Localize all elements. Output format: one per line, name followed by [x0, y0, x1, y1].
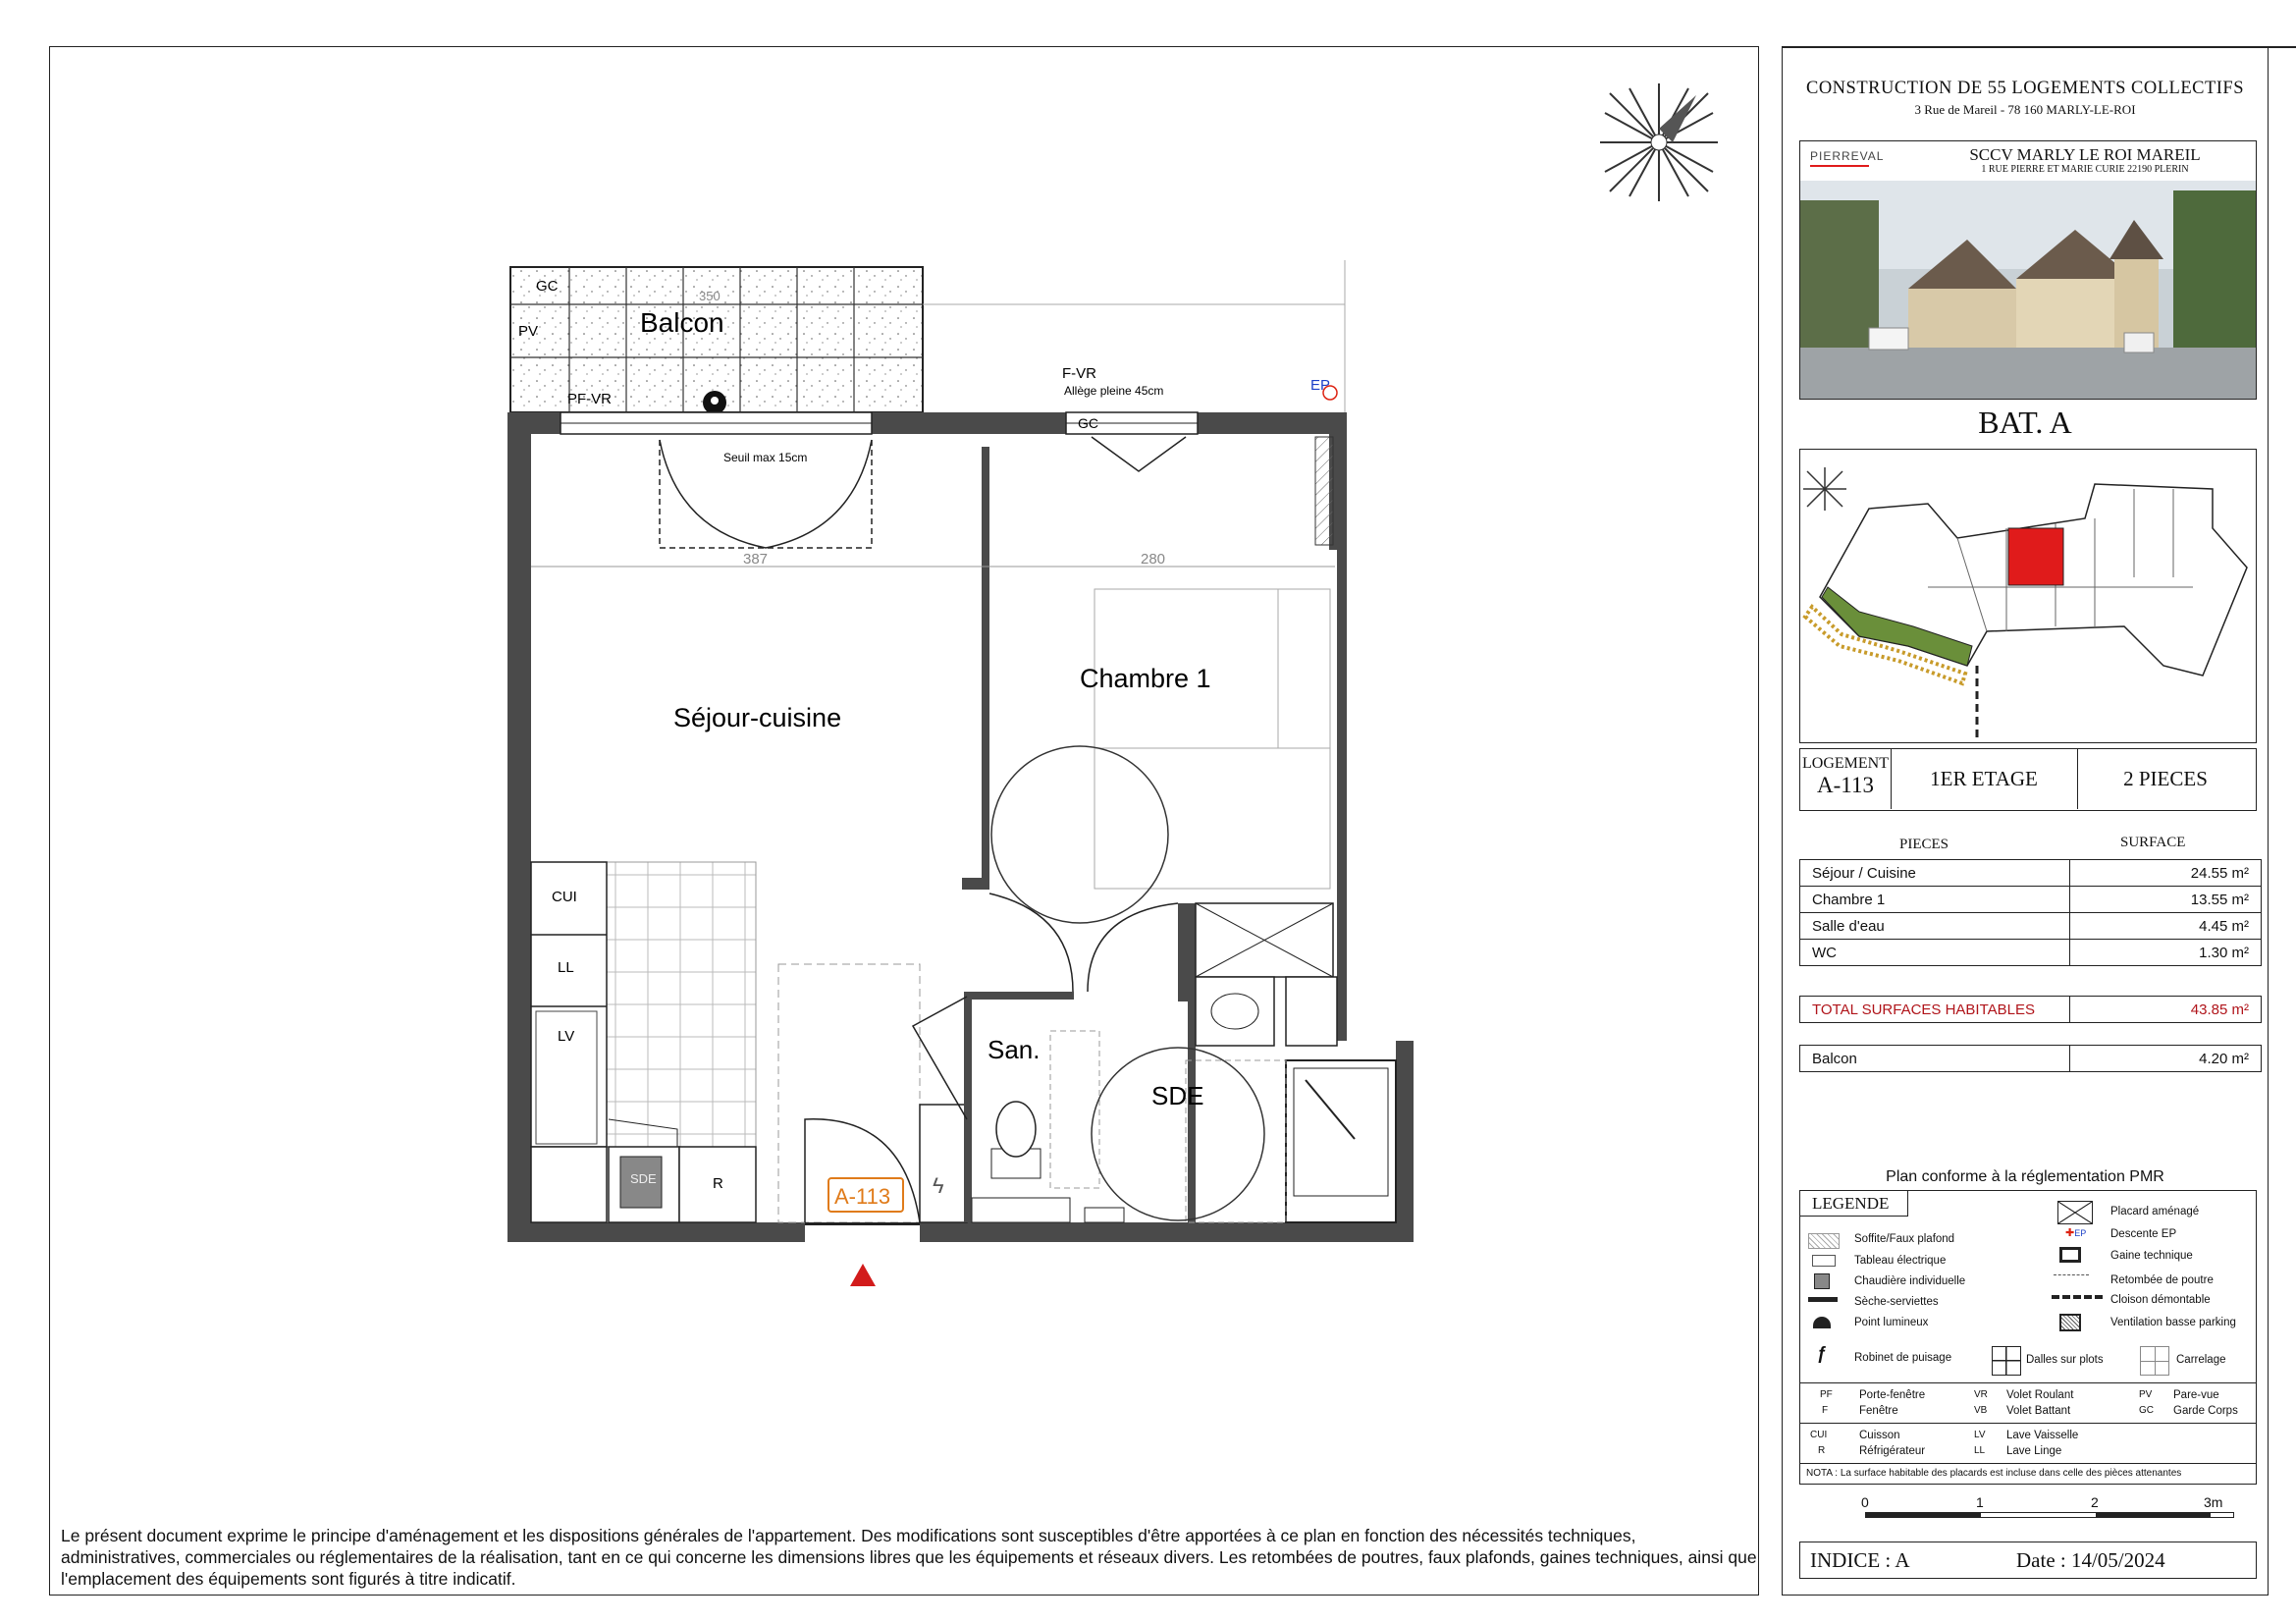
- street-photo: [1800, 181, 2257, 400]
- allege-label: Allège pleine 45cm: [1064, 384, 1164, 398]
- date: Date : 14/05/2024: [2016, 1548, 2165, 1572]
- cui-label: CUI: [552, 889, 577, 905]
- room-chambre: Chambre 1: [1080, 664, 1211, 693]
- tableau-icon: [1812, 1255, 1836, 1267]
- room-sde: SDE: [1151, 1081, 1204, 1110]
- key-plan: [1799, 449, 2257, 743]
- indice: INDICE : A: [1810, 1548, 1910, 1572]
- robinet-icon: ƒ: [1817, 1343, 1828, 1363]
- fvr-label: F-VR: [1062, 365, 1096, 382]
- entrance-arrow: [850, 1264, 876, 1286]
- legend-item: Gaine technique: [2110, 1250, 2193, 1262]
- balcon-label: Balcon: [640, 307, 724, 338]
- key-compass-icon: [1803, 467, 1846, 511]
- lv-label: LV: [558, 1028, 575, 1045]
- unit-tag: A-113: [834, 1184, 891, 1209]
- legend-item: Dalles sur plots: [2026, 1354, 2104, 1366]
- point-lumineux-icon: [1813, 1317, 1831, 1328]
- dim-chambre: 280: [1141, 551, 1166, 568]
- legend-box: LEGENDE ƒ Soffite/Faux plafond Tableau électrique Chaudière individuelle Sèche-serviettes Point lumineux Robinet de puisage ✚EP Placard aménagé Descente EP Gaine technique Retombée de poutre Cloison démontable Ventilation basse parking Dalles sur plots Carrelage PF Porte-fenêtre F Fenêtre VR Volet Roulant VB Volet Battant PV Pare-vue GC Garde Corps CUI Cuisson R Réfrigérateur LV Lave Vaisselle LL Lave Linge NOTA : La surface habitable des placards est incluse dans celle des pièces attenantes: [1799, 1190, 2257, 1485]
- legend-item: Placard aménagé: [2110, 1206, 2200, 1217]
- placard-icon: [2057, 1201, 2093, 1224]
- building-name: BAT. A: [1978, 405, 2072, 440]
- legend-item: Robinet de puisage: [1854, 1352, 1952, 1364]
- scale-bar: [1865, 1512, 2234, 1518]
- project-address: 3 Rue de Mareil - 78 160 MARLY-LE-ROI: [1914, 102, 2136, 117]
- footer-box: [1799, 1542, 2257, 1579]
- salle-eau: [1092, 903, 1396, 1222]
- seche-serviettes-icon: [1808, 1297, 1838, 1302]
- dalles-icon: [1992, 1346, 2021, 1376]
- pmr-circle-chambre: [991, 746, 1168, 923]
- disclaimer: Le présent document exprime le principe d'aménagement et les dispositions générales de l'appartement. Des modifications sont susceptibles d'être apportées à ce plan en fonction des nécessités techniques, administratives, commerciales ou réglementaires de la réalisation, tant en ce qui concerne les dimensions libres que les équipements et réseaux divers. Les retombées de poutres, faux plafonds, gaines techniques, ainsi que l'emplacement des équipements sont figurés à titre indicatif.: [61, 1526, 1757, 1589]
- room-sejour: Séjour-cuisine: [673, 703, 842, 732]
- table-row: Séjour / Cuisine 24.55 m²: [1800, 860, 2262, 887]
- logement-id: A-113: [1817, 773, 1874, 797]
- carrelage-icon: [2140, 1346, 2169, 1376]
- svg-text:ϟ: ϟ: [933, 1173, 944, 1198]
- bed-outline: [1095, 589, 1330, 889]
- legend-item: Cloison démontable: [2110, 1294, 2211, 1306]
- client-name: SCCV MARLY LE ROI MAREIL: [1969, 145, 2201, 164]
- balcon-row: Balcon 4.20 m²: [1799, 1045, 2262, 1072]
- table-row: Salle d'eau 4.45 m²: [1800, 913, 2262, 940]
- r-label: R: [713, 1175, 723, 1192]
- col-surface: SURFACE: [2120, 835, 2186, 850]
- gc-label-balcony: GC: [536, 278, 559, 295]
- compass-icon: [1600, 83, 1718, 201]
- unit-info: [1799, 748, 2257, 811]
- legend-title: LEGENDE: [1800, 1191, 1908, 1217]
- scale-tick: 1: [1976, 1494, 1984, 1510]
- legend-item: Descente EP: [2110, 1228, 2177, 1240]
- legend-item: Carrelage: [2176, 1354, 2226, 1366]
- legend-item: Chaudière individuelle: [1854, 1275, 1966, 1287]
- table-row: Chambre 1 13.55 m²: [1800, 887, 2262, 913]
- unit-highlight: [2008, 528, 2063, 585]
- legend-item: Sèche-serviettes: [1854, 1296, 1939, 1308]
- room-san: San.: [988, 1035, 1041, 1064]
- project-title: CONSTRUCTION DE 55 LOGEMENTS COLLECTIFS: [1805, 79, 2245, 98]
- legend-item: Retombée de poutre: [2110, 1274, 2214, 1286]
- pmr-note: Plan conforme à la réglementation PMR: [1886, 1168, 2164, 1185]
- ll-label: LL: [558, 959, 574, 976]
- sde-box-label: SDE: [630, 1171, 657, 1186]
- scale-tick: 3m: [2204, 1494, 2223, 1510]
- legend-item: Tableau électrique: [1854, 1255, 1947, 1267]
- legend-item: Point lumineux: [1854, 1317, 1929, 1328]
- legend-note: NOTA : La surface habitable des placards est incluse dans celle des pièces attenantes: [1806, 1468, 2182, 1479]
- scale-tick: 2: [2091, 1494, 2099, 1510]
- total-row: TOTAL SURFACES HABITABLES 43.85 m²: [1799, 996, 2262, 1023]
- surfaces-table: [1799, 859, 2262, 966]
- unit-rooms: 2 PIECES: [2123, 767, 2208, 790]
- table-row: WC 1.30 m²: [1800, 940, 2262, 966]
- scale-tick: 0: [1861, 1494, 1869, 1510]
- balcony: [510, 260, 1345, 412]
- unit-floor: 1ER ETAGE: [1930, 767, 2038, 790]
- dim-sejour: 387: [743, 551, 769, 568]
- client-address: 1 RUE PIERRE ET MARIE CURIE 22190 PLERIN: [1981, 164, 2189, 175]
- gaine-hatch: [1315, 437, 1333, 545]
- legend-item: Soffite/Faux plafond: [1854, 1233, 1955, 1245]
- brand-logo: PIERREVAL: [1810, 149, 1898, 167]
- chaudiere-icon: [1814, 1273, 1830, 1289]
- ventilation-icon: [2059, 1314, 2081, 1331]
- legend-item: Ventilation basse parking: [2110, 1317, 2236, 1328]
- col-pieces: PIECES: [1899, 837, 1949, 852]
- cloison-icon: [2052, 1295, 2103, 1299]
- pv-label: PV: [518, 323, 539, 340]
- pfvr-label: PF-VR: [567, 391, 612, 407]
- ep-label: EP: [1310, 377, 1331, 394]
- retombee-icon: [2054, 1274, 2089, 1275]
- dim-balcon: 350: [699, 289, 721, 303]
- seuil-label: Seuil max 15cm: [723, 451, 808, 464]
- project-photo: [1799, 140, 2257, 400]
- gc-label-window: GC: [1078, 415, 1098, 431]
- logement-label: LOGEMENT: [1802, 755, 1889, 772]
- soffite-icon: [1808, 1233, 1840, 1249]
- descente-ep-icon: ✚EP: [2065, 1227, 2087, 1239]
- gaine-icon: [2059, 1247, 2081, 1263]
